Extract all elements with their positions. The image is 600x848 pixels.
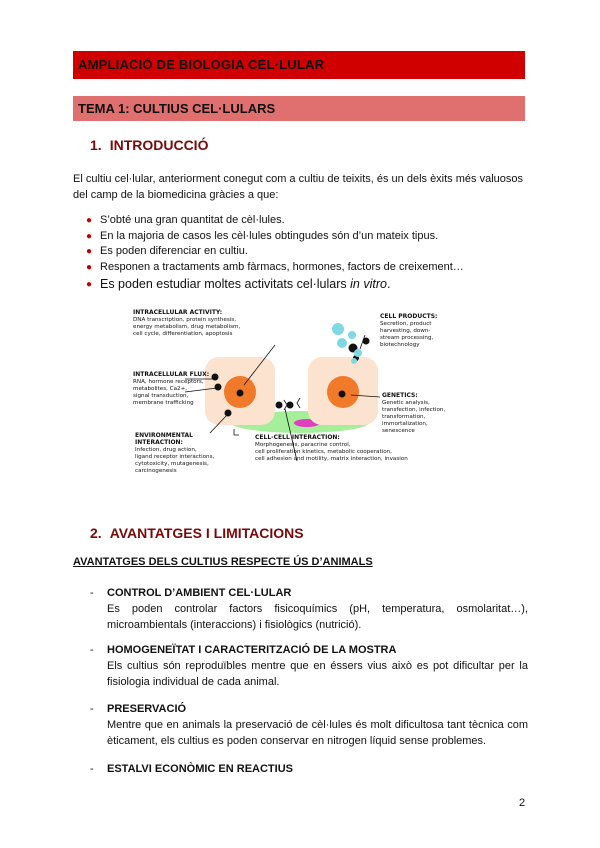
diagram-heading: INTERACTION: (135, 439, 183, 446)
diagram-heading: GENETICS: (382, 392, 418, 399)
section-heading-introduccio (90, 137, 208, 153)
diagram-label: cell proliferation kinetics, metabolic cooperation, (255, 449, 392, 455)
diagram-label: harvesting, down- (380, 328, 431, 334)
product-bubble-shape (354, 349, 362, 357)
section-number: 2. (90, 525, 102, 541)
flux-dot-shape (212, 374, 219, 381)
intro-line: El cultiu cel·lular, anteriorment conegut com a cultiu de teixits, és un dels èxits més valuosos (73, 173, 523, 185)
bullet-dot-icon: ● (86, 246, 93, 257)
section-number: 1. (90, 137, 102, 153)
product-bubble-shape (351, 358, 357, 364)
diagram-label: Infection, drug action, (135, 447, 197, 453)
item-dash: - (90, 644, 94, 656)
cell-culture-diagram (125, 305, 465, 474)
diagram-label: Secretion, product (380, 321, 432, 327)
intro-line: del camp de la biomedicina gràcies a que: (73, 189, 279, 201)
topic-title-banner (73, 96, 525, 121)
diagram-heading: INTRACELLULAR ACTIVITY: (133, 309, 223, 316)
diagram-label: Genetic analysis, (382, 400, 430, 406)
diagram-label: stream processing, (380, 335, 434, 341)
diagram-heading: INTRACELLULAR FLUX: (133, 371, 210, 378)
advantages-bullet-list (80, 213, 530, 293)
item-dash: - (90, 587, 94, 599)
section-title: INTRODUCCIÓ (109, 137, 209, 153)
list-item: ● S’obté una gran quantitat de cèl·lules. (80, 213, 530, 229)
diagram-label: Morphogenesis, paracrine control, (255, 442, 351, 448)
item-description: Els cultius són reproduïbles mentre que en éssers vius això es pot dificultar per la fisiologia individual de cada animal. (107, 660, 528, 688)
advantage-item (90, 761, 528, 777)
page-number: 2 (519, 797, 526, 809)
course-title-banner (73, 51, 525, 79)
diagram-label: cell adhesion and motility, matrix interaction, invasion (255, 456, 408, 462)
diagram-label: biotechnology (380, 342, 420, 348)
subheading-underlined: AVANTATGES DELS CULTIUS RESPECTE ÚS D’ANIMALS (73, 556, 373, 568)
list-item: ● Es poden estudiar moltes activitats cel·lulars in vitro. (80, 275, 530, 293)
advantage-item (90, 701, 528, 749)
diagram-heading: CELL PRODUCTS: (380, 313, 438, 320)
diagram-label: carcinogenesis (135, 468, 177, 474)
section-title: AVANTATGES I LIMITACIONS (109, 525, 304, 541)
diagram-label: DNA transcription, protein synthesis, (133, 317, 237, 323)
section-heading-avantatges (90, 525, 304, 541)
diagram-label: transformation, (382, 414, 426, 420)
advantage-item (90, 585, 528, 633)
advantage-item (90, 642, 528, 690)
diagram-label: immortalization, (382, 421, 428, 427)
product-bubble-shape (337, 338, 347, 348)
item-title: ESTALVI ECONÒMIC EN REACTIUS (107, 763, 293, 775)
list-item: ● En la majoria de casos les cèl·lules obtingudes són d’un mateix tipus. (80, 229, 530, 245)
diagram-label: senescence (382, 428, 415, 434)
bullet-dot-icon: ● (86, 230, 93, 242)
diagram-label: cell cycle, differentiation, apoptosis (133, 331, 233, 337)
diagram-heading: CELL-CELL INTERACTION: (255, 434, 340, 441)
junction-dot-shape (287, 402, 294, 409)
diagram-label: transfection, infection, (382, 407, 446, 413)
flux-dot-shape (225, 410, 232, 417)
diagram-label: metabolites, Ca2+, (133, 386, 188, 392)
nucleolus-right-shape (339, 391, 346, 398)
diagram-label: ligand receptor interactions, (135, 454, 215, 460)
item-title: PRESERVACIÓ (107, 703, 187, 715)
bullet-dot-icon: ● (86, 279, 93, 290)
item-title: CONTROL D’AMBIENT CEL·LULAR (107, 587, 292, 599)
topic-title: TEMA 1: CULTIUS CEL·LULARS (78, 101, 276, 116)
course-title: AMPLIACIÓ DE BIOLOGIA CEL·LULAR (78, 57, 325, 72)
junction-dot-shape (276, 402, 283, 409)
diagram-label: RNA, hormone receptors, (133, 379, 204, 385)
list-item: ● Es poden diferenciar en cultiu. (80, 244, 530, 260)
diagram-label: energy metabolism, drug metabolism, (133, 324, 241, 330)
diagram-label: membrane trafficking (133, 400, 194, 406)
diagram-label: cytotoxicity, mutagenesis, (135, 461, 209, 467)
bullet-dot-icon: ● (86, 261, 93, 273)
diagram-heading: ENVIRONMENTAL (135, 432, 193, 439)
bullet-dot-icon: ● (86, 215, 93, 226)
nucleolus-left-shape (237, 390, 244, 397)
item-title: HOMOGENEÏTAT I CARACTERITZACIÓ DE LA MOSTRA (107, 644, 397, 656)
item-description: Es poden controlar factors fisicoquímics (pH, temperatura, osmolaritat…), microambientals (interaccions) i fisiològics (nutrició). (107, 603, 528, 631)
product-bubble-shape (348, 331, 356, 339)
product-bubble-shape (332, 323, 344, 335)
intro-paragraph (73, 171, 528, 203)
flux-dot-shape (215, 384, 222, 391)
item-description: Mentre que en animals la preservació de cèl·lules és molt dificultosa tant tècnica com èticament, els cultius es poden conservar en nitrogen líquid sense problemes. (107, 719, 528, 747)
item-dash: - (90, 703, 94, 715)
diagram-label: signal transduction, (133, 393, 189, 399)
item-dash: - (90, 763, 94, 775)
list-item: ● Responen a tractaments amb fàrmacs, hormones, factors de creixement… (80, 260, 530, 276)
